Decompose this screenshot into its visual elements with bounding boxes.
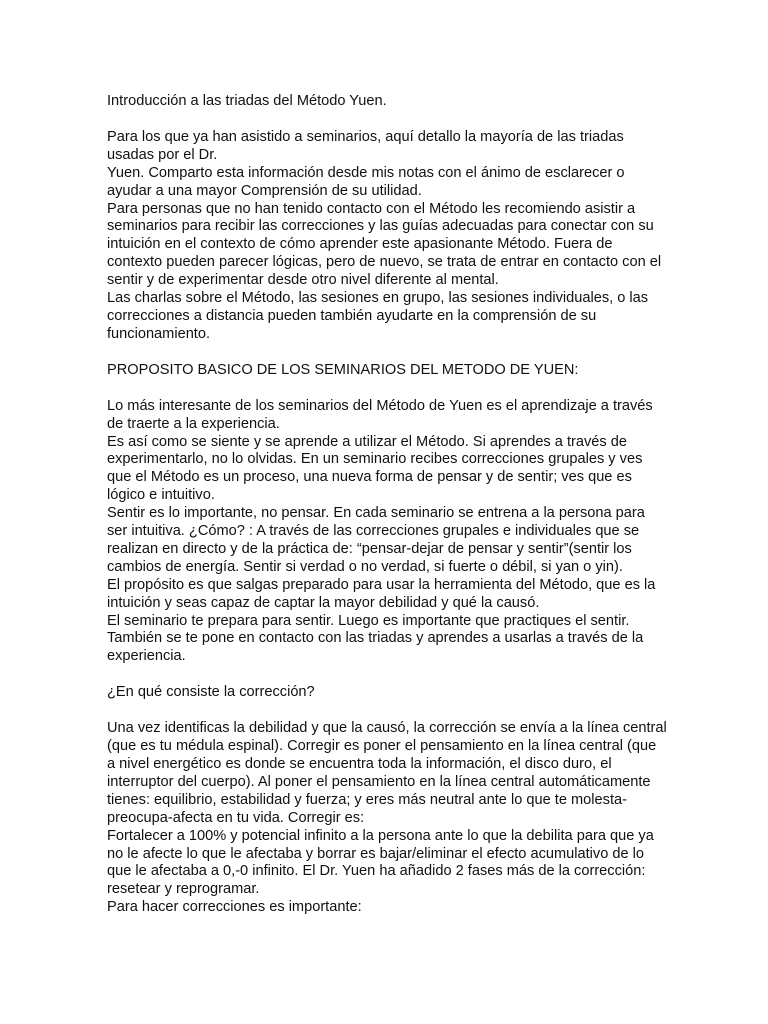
purpose-paragraph: Sentir es lo importante, no pensar. En cada seminario se entrena a la persona para ser intuitiva. ¿Cómo? : A través de las correcciones grupales e individuales que se realizan en directo y de la práctica de: “pensar-dejar de pensar y sentir”(sentir los cambios de energía. Sentir si verdad o no verdad, si fuerte o débil, si yan o yin). — [107, 505, 645, 575]
spacer — [107, 666, 667, 684]
spacer — [107, 702, 667, 720]
document-page — [107, 93, 667, 917]
section-heading-correction: ¿En qué consiste la corrección? — [107, 684, 315, 701]
intro-paragraph: Para personas que no han tenido contacto con el Método les recomiendo asistir a seminarios para recibir las correcciones y las guías adecuadas para conectar con su intuición en el contexto de cómo aprender este apasionante Método. Fuera de contexto pueden parecer lógicas, pero de nuevo, se trata de entrar en contacto con el sentir y de experimentar desde otro nivel diferente al mental. — [107, 200, 662, 289]
correction-paragraph: Una vez identificas la debilidad y que la causó, la corrección se envía a la línea central (que es tu médula espinal). Corregir es poner el pensamiento en la línea central (que a nivel energético es donde se encuentra toda la información, el disco duro, el interruptor del cuerpo). Al poner el pensamiento en la línea central automáticamente tienes: equilibrio, estabilidad y fuerza; y eres más neutral ante lo que te molesta-preocupa-afecta en tu vida. Corregir es: — [107, 720, 667, 826]
purpose-paragraph: El seminario te prepara para sentir. Luego es importante que practiques el sentir. También se te pone en contacto con las triadas y aprendes a usarlas a través de la experiencia. — [107, 612, 644, 665]
purpose-paragraph: El propósito es que salgas preparado para usar la herramienta del Método, que es la intuición y seas capaz de captar la mayor debilidad y qué la causó. — [107, 576, 656, 611]
spacer — [107, 344, 667, 362]
purpose-paragraph: Lo más interesante de los seminarios del Método de Yuen es el aprendizaje a través de traerte a la experiencia. — [107, 397, 653, 432]
intro-paragraph: Yuen. Comparto esta información desde mis notas con el ánimo de esclarecer o ayudar a una mayor Comprensión de su utilidad. — [107, 164, 625, 199]
correction-paragraph: Fortalecer a 100% y potencial infinito a la persona ante lo que la debilita para que ya no le afecte lo que le afectaba y borrar es bajar/eliminar el efecto acumulativo de lo que le afectaba a 0,-0 infinito. El Dr. Yuen ha añadido 2 fases más de la corrección: resetear y reprogramar. — [107, 827, 654, 898]
spacer — [107, 111, 667, 129]
intro-paragraph: Las charlas sobre el Método, las sesiones en grupo, las sesiones individuales, o las correcciones a distancia pueden también ayudarte en la comprensión de su funcionamiento. — [107, 290, 649, 342]
intro-paragraph: Para los que ya han asistido a seminarios, aquí detallo la mayoría de las triadas usadas por el Dr. — [107, 128, 624, 163]
spacer — [107, 380, 667, 398]
purpose-paragraph: Es así como se siente y se aprende a utilizar el Método. Si aprendes a través de experimentarlo, no lo olvidas. En un seminario recibes correcciones grupales y ves que el Método es un proceso, una nueva forma de pensar y de sentir; ves que es lógico e intuitivo. — [107, 433, 643, 504]
section-heading-purpose: PROPOSITO BASICO DE LOS SEMINARIOS DEL METODO DE YUEN: — [107, 361, 579, 378]
document-title: Introducción a las triadas del Método Yuen. — [107, 93, 387, 109]
correction-paragraph: Para hacer correcciones es importante: — [107, 899, 362, 916]
